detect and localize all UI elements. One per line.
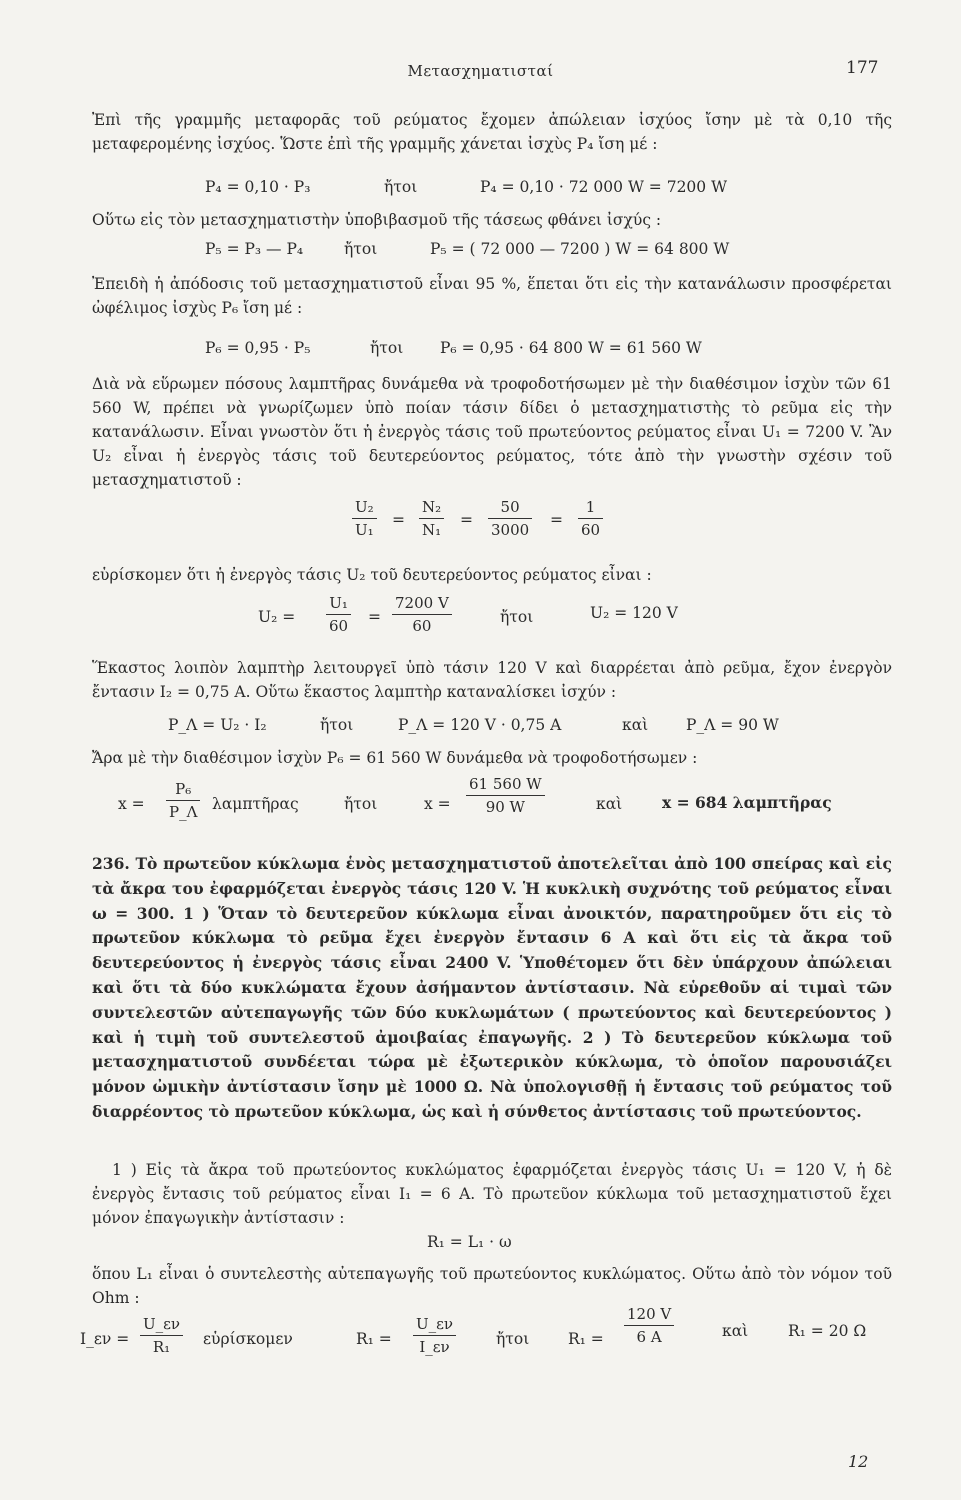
- fraction-u1-60: U₁ 60: [326, 594, 351, 635]
- equals-sign: =: [550, 511, 563, 529]
- equation-connector: καὶ: [722, 1322, 749, 1340]
- paragraph-available-power: Ἄρα μὲ τὴν διαθέσιμον ἰσχὺν P₆ = 61 560 W δυνάμεθα νὰ τροφοδοτήσωμεν :: [92, 749, 698, 767]
- running-header-title: Μετασχηματισταί: [407, 62, 554, 80]
- equation-r1-lhs: R₁ =: [356, 1330, 392, 1348]
- fraction-1-60: 1 60: [578, 498, 603, 539]
- equation-connector: ἤτοι: [344, 240, 378, 258]
- equation-lamp-power-value: P_Λ = 90 W: [686, 716, 779, 734]
- equation-p6-value: P₆ = 0,95 · 64 800 W = 61 560 W: [440, 339, 702, 357]
- equation-p4-formula: P₄ = 0,10 · P₃: [205, 178, 311, 196]
- paragraph-secondary-voltage: εὑρίσκομεν ὅτι ἡ ἐνεργὸς τάσις U₂ τοῦ δευτερεύοντος ρεύματος εἶναι :: [92, 566, 652, 584]
- fraction-u2-u1: U₂ U₁: [352, 498, 377, 539]
- equation-ohm-lhs: I_εν =: [80, 1330, 130, 1348]
- equation-connector: καὶ: [596, 795, 623, 813]
- paragraph-lamp-current: Ἕκαστος λοιπὸν λαμπτὴρ λειτουργεῖ ὑπὸ τάσιν 120 V καὶ διαρρέεται ἀπὸ ρεῦμα, ἔχον ἐνεργὸν ἔντασιν I₂ = 0,75 A. Οὕτω ἕκαστος λαμπτὴρ καταναλίσκει ἰσχύν :: [92, 659, 892, 702]
- equation-connector: ἤτοι: [500, 608, 534, 626]
- fraction-120-6: 120 V 6 A: [624, 1305, 674, 1346]
- fraction-n2-n1: N₂ N₁: [419, 498, 444, 539]
- paragraph-efficiency: Ἐπειδὴ ἡ ἀπόδοσις τοῦ μετασχηματιστοῦ εἶναι 95 %, ἕπεται ὅτι εἰς τὴν κατανάλωσιν προσφέρεται ὠφέλιμος ἰσχὺς P₆ ἴση μέ :: [92, 275, 892, 318]
- equation-x-lhs: x =: [118, 795, 145, 813]
- fraction-p6-pl: P₆ P_Λ: [166, 780, 200, 821]
- page-number: 177: [846, 58, 879, 78]
- equation-u2-lhs: U₂ =: [258, 608, 296, 626]
- paragraph-line-losses: Ἐπὶ τῆς γραμμῆς μεταφορᾶς τοῦ ρεύματος ἔχομεν ἀπώλειαν ἰσχύος ἴσην μὲ τὰ 0,10 τῆς μεταφερομένης ἰσχύος. Ὥστε ἐπὶ τῆς γραμμῆς χάνεται ἰσχὺς P₄ ἴση μέ :: [92, 111, 892, 154]
- equals-sign: =: [460, 511, 473, 529]
- equation-p4-value: P₄ = 0,10 · 72 000 W = 7200 W: [480, 178, 728, 196]
- fraction-uen-ien: U_εν I_εν: [413, 1315, 456, 1356]
- equation-x-result: x = 684 λαμπτῆρας: [662, 793, 832, 812]
- paragraph-step-down: Οὕτω εἰς τὸν μετασχηματιστὴν ὑποβιβασμοῦ τῆς τάσεως φθάνει ἰσχύς :: [92, 211, 662, 229]
- equation-p5-formula: P₅ = P₃ — P₄: [205, 240, 304, 258]
- equation-p5-value: P₅ = ( 72 000 — 7200 ) W = 64 800 W: [430, 240, 730, 258]
- equation-connector: ἤτοι: [370, 339, 404, 357]
- equation-r1-lhs: R₁ =: [568, 1330, 604, 1348]
- equation-p6-formula: P₆ = 0,95 · P₅: [205, 339, 311, 357]
- fraction-7200-60: 7200 V 60: [392, 594, 452, 635]
- equation-connector: ἤτοι: [384, 178, 418, 196]
- paragraph-voltage-question: Διὰ νὰ εὕρωμεν πόσους λαμπτῆρας δυνάμεθα νὰ τροφοδοτήσωμεν μὲ τὴν διαθέσιμον ἰσχὺν τῶν 61 560 W, πρέπει νὰ γνωρίζωμεν ὑπὸ ποίαν τάσιν δίδει ὁ μετασχηματιστὴς τὸ ρεῦμα εἰς τὴν κατανάλωσιν. Εἶναι γνωστὸν ὅτι ἡ ἐνεργὸς τάσις τοῦ πρωτεύοντος ρεύματος εἶναι U₁ = 7200 V. Ἂν U₂ εἶναι ἡ ἐνεργὸς τάσις τοῦ δευτερεύοντος ρεύματος, τότε ἀπὸ τὴν γνωστὴν σχέσιν τοῦ μετασχηματιστοῦ :: [92, 375, 892, 490]
- equation-r1-result: R₁ = 20 Ω: [788, 1322, 867, 1340]
- exercise-236: 236. Τὸ πρωτεῦον κύκλωμα ἑνὸς μετασχηματιστοῦ ἀποτελεῖται ἀπὸ 100 σπείρας καὶ εἰς τὰ ἄκρα του ἐφαρμόζεται ἐνεργὸς τάσις 120 V. Ἡ κυκλικὴ συχνότης τοῦ ρεύματος εἶναι ω = 300. 1 ) Ὅταν τὸ δευτερεῦον κύκλωμα εἶναι ἀνοικτόν, παρατηροῦμεν ὅτι εἰς τὸ πρωτεῦον κύκλωμα τὸ ρεῦμα ἔχει ἐνεργὸν ἔντασιν 6 A καὶ ὅτι εἰς τὰ ἄκρα τοῦ δευτερεύοντος ἡ ἐνεργὸς τάσις εἶναι 2400 V. Ὑποθέτομεν ὅτι δὲν ὑπάρχουν ἀπώλειαι καὶ ὅτι τὰ δύο κυκλώματα ἔχουν ἀσήμαντον ἀντίστασιν. Νὰ εὑρεθοῦν αἱ τιμαὶ τῶν συντελεστῶν αὐτεπαγωγῆς τῶν δύο κυκλωμάτων ( πρωτεύοντος καὶ δευτερεύοντος ) καὶ ἡ τιμὴ τοῦ συντελεστοῦ ἀμοιβαίας ἐπαγωγῆς. 2 ) Τὸ δευτερεῦον κύκλωμα τοῦ μετασχηματιστοῦ συνδέεται τώρα μὲ ἐξωτερικὸν κύκλωμα, τὸ ὁποῖον παρουσιάζει μόνον ὠμικὴν ἀντίστασιν ἴσην μὲ 1000 Ω. Νὰ ὑπολογισθῇ ἡ ἔντασις τοῦ ρεύματος τοῦ διαρρέοντος τὸ πρωτεῦον κύκλωμα, ὡς καὶ ἡ σύνθετος ἀντίστασις τοῦ πρωτεύοντος.: [92, 854, 892, 1121]
- paragraph-solution-part1: 1 ) Εἰς τὰ ἄκρα τοῦ πρωτεύοντος κυκλώματος ἐφαρμόζεται ἐνεργὸς τάσις U₁ = 120 V, ἡ δὲ ἐνεργὸς ἔντασις τοῦ ρεύματος εἶναι I₁ = 6 A. Τὸ πρωτεῦον κύκλωμα τοῦ μετασχηματιστοῦ ἔχει μόνον ἐπαγωγικὴν ἀντίστασιν :: [92, 1161, 892, 1228]
- equals-sign: =: [368, 608, 381, 626]
- equation-u2-result: U₂ = 120 V: [590, 604, 678, 622]
- equation-connector: ἤτοι: [320, 716, 354, 734]
- equation-word-find: εὑρίσκομεν: [203, 1330, 293, 1348]
- equation-word-lamps: λαμπτῆρας: [212, 795, 299, 813]
- fraction-50-3000: 50 3000: [488, 498, 532, 539]
- equation-lamp-power-calc: P_Λ = 120 V · 0,75 A: [398, 716, 562, 734]
- fraction-uen-r1: U_εν R₁: [140, 1315, 183, 1356]
- equation-connector: ἤτοι: [344, 795, 378, 813]
- equation-reactance: R₁ = L₁ · ω: [427, 1233, 512, 1251]
- fraction-61560-90: 61 560 W 90 W: [466, 775, 545, 816]
- equation-lamp-power-formula: P_Λ = U₂ · I₂: [168, 716, 267, 734]
- equation-connector: καὶ: [622, 716, 649, 734]
- signature-mark: 12: [848, 1452, 869, 1471]
- equation-x-lhs: x =: [424, 795, 451, 813]
- paragraph-ohm-law: ὅπου L₁ εἶναι ὁ συντελεστὴς αὐτεπαγωγῆς τοῦ πρωτεύοντος κυκλώματος. Οὕτω ἀπὸ τὸν νόμον τοῦ Ohm :: [92, 1265, 892, 1308]
- equation-connector: ἤτοι: [496, 1330, 530, 1348]
- equals-sign: =: [392, 511, 405, 529]
